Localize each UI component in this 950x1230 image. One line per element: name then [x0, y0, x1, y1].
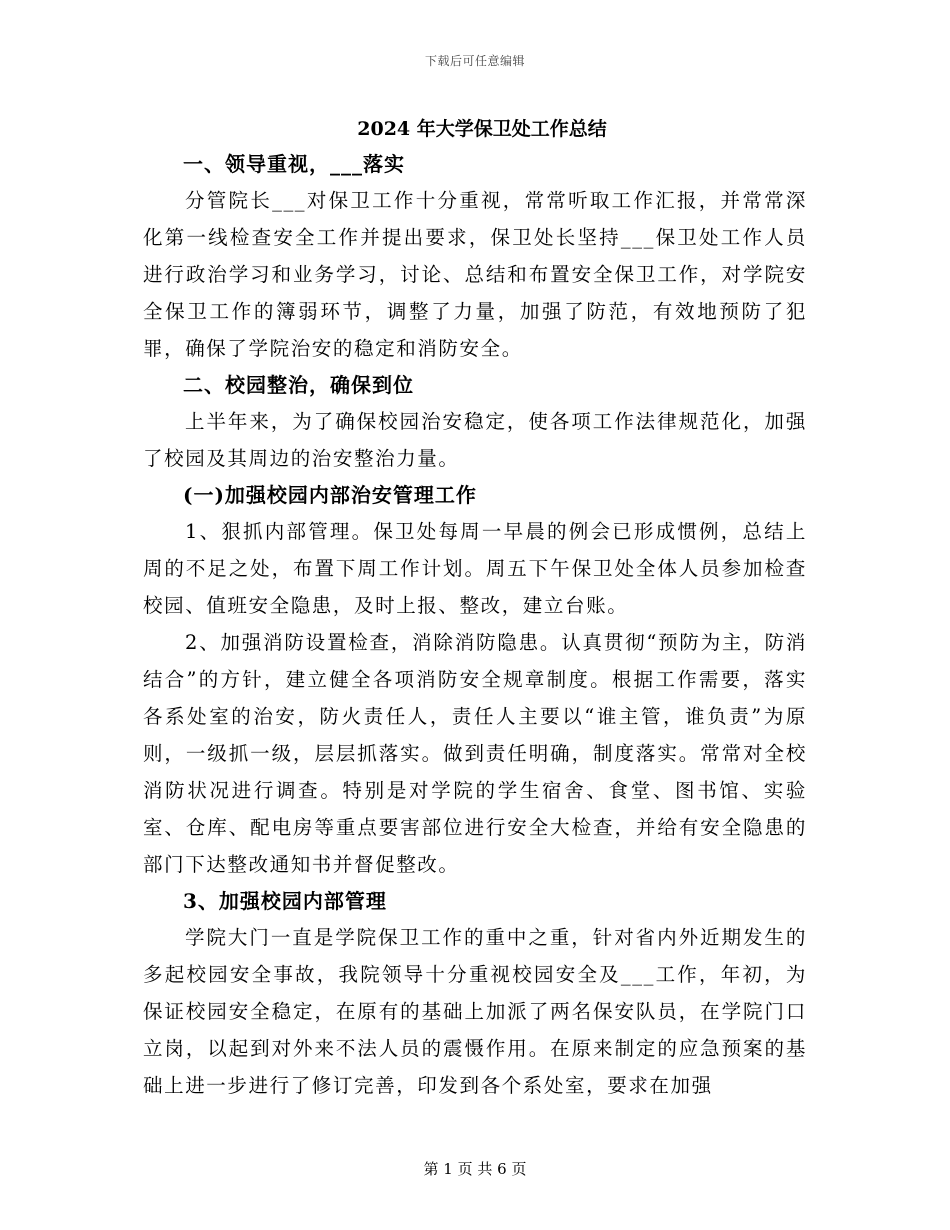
document-title: 2024 年大学保卫处工作总结	[357, 118, 607, 140]
paragraph-leadership: 分管院长___对保卫工作十分重视，常常听取工作汇报，并常常深化第一线检查安全工作并提出要求，保卫处长坚持___保卫处工作人员进行政治学习和业务学习，讨论、总结和布置安全保卫工作，对学院安全保卫工作的簿弱环节，调整了力量，加强了防范，有效地预防了犯罪，确保了学院治安的稳定和消防安全。	[143, 189, 807, 360]
page-header-note: 下载后可任意编辑	[424, 54, 525, 68]
page-footer-number: 第 1 页 共 6 页	[423, 1160, 527, 1178]
paragraph-internal-management: 1、狠抓内部管理。保卫处每周一早晨的例会已形成惯例，总结上周的不足之处，布置下周工作计划。周五下午保卫处全体人员参加检查校园、值班安全隐患，及时上报、整改，建立台账。	[143, 520, 807, 617]
paragraph-fire-inspection: 2、加强消防设置检查，消除消防隐患。认真贯彻“预防为主，防消结合”的方针，建立健全各项消防安全规章制度。根据工作需要，落实各系处室的治安，防火责任人，责任人主要以“谁主管，谁负责”为原则，一级抓一级，层层抓落实。做到责任明确，制度落实。常常对全校消防状况进行调查。特别是对学院的学生宿舍、食堂、图书馆、实验室、仓库、配电房等重点要害部位进行安全大检查，并给有安全隐患的部门下达整改通知书并督促整改。	[143, 631, 807, 876]
paragraph-campus-rectification: 上半年来，为了确保校园治安稳定，使各项工作法律规范化，加强了校园及其周边的治安整治力量。	[143, 410, 807, 470]
paragraph-campus-gate: 学院大门一直是学院保卫工作的重中之重，针对省内外近期发生的多起校园安全事故，我院领导十分重视校园安全及___工作，年初，为保证校园安全稳定，在原有的基础上加派了两名保安队员，在学院门口立岗，以起到对外来不法人员的震慑作用。在原来制定的应急预案的基础上进一步进行了修订完善，印发到各个系处室，要求在加强	[143, 926, 807, 1097]
item-heading-campus-management: 3、加强校园内部管理	[183, 889, 387, 913]
subsection-heading-internal-security: (一)加强校园内部治安管理工作	[183, 483, 477, 507]
document-body	[143, 112, 807, 1104]
section-heading-campus-rectification: 二、校园整治，确保到位	[183, 373, 414, 397]
section-heading-leadership: 一、领导重视，___落实	[183, 152, 405, 176]
